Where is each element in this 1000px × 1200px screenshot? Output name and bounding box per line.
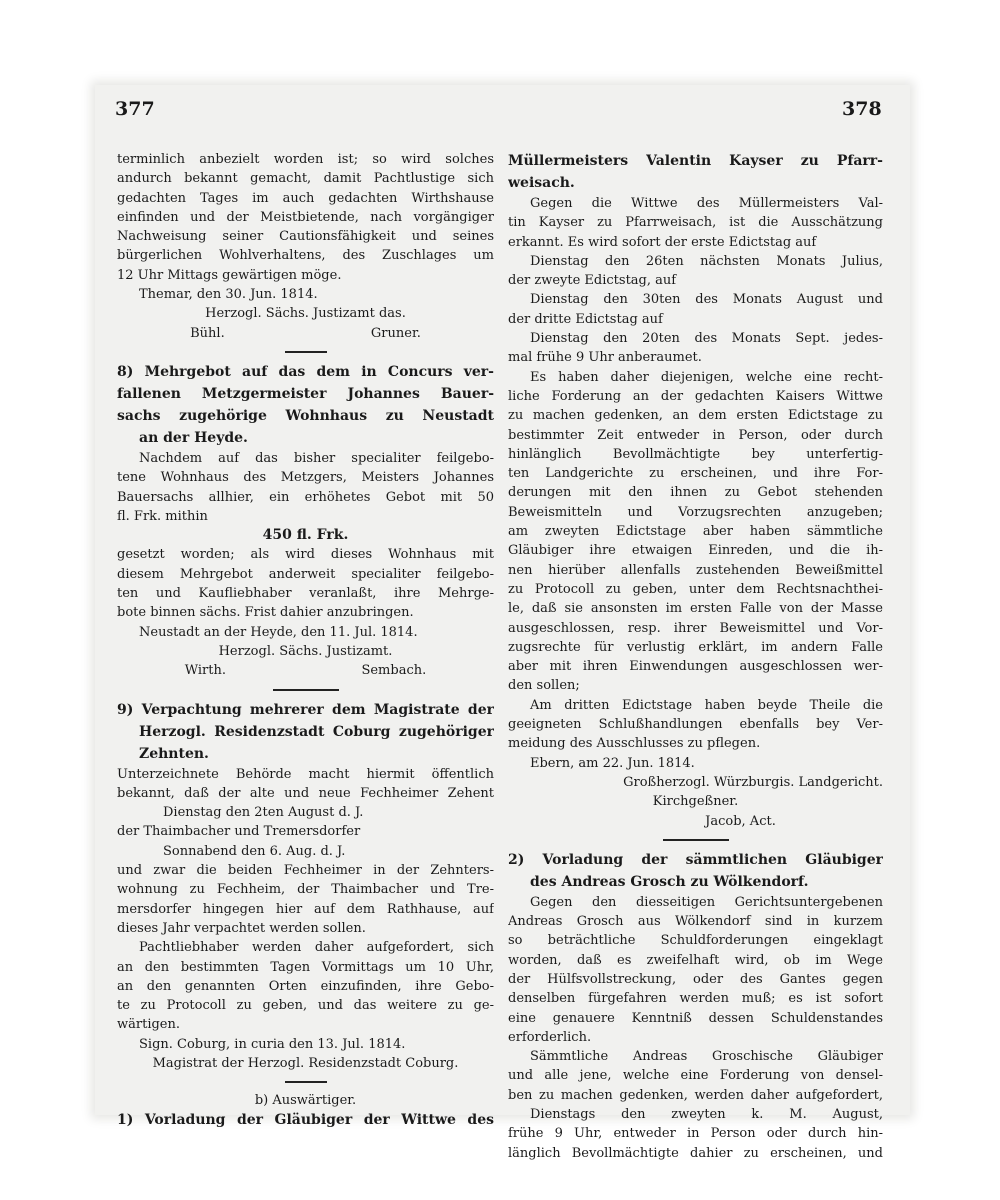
text-line: hinlänglich Bevollmächtigte bey unterfertig-	[508, 446, 883, 462]
heading-line: 8) Mehrgebot auf das dem in Concurs ver-	[117, 363, 494, 380]
section-divider	[663, 839, 729, 841]
text-line: zugsrechte für verlustig erklärt, im andern Falle	[508, 639, 883, 655]
text-line: Gegen die Wittwe des Müllermeisters Val-	[530, 196, 883, 211]
text-line: aber mit ihren Einwendungen ausgeschlossen wer-	[508, 659, 883, 675]
text-line: wärtigen.	[117, 1017, 180, 1033]
section-8-heading	[117, 361, 494, 449]
text-line: ten Landgerichte zu erscheinen, und ihre For-	[508, 466, 883, 482]
text-line: Gläubiger ihre etwaigen Einreden, und die ih-	[508, 543, 883, 559]
text-line: bote binnen sächs. Frist dahier anzubringen.	[117, 605, 414, 621]
section-divider	[273, 689, 339, 691]
section-1-heading: 1) Vorladung der Gläubiger der Wittwe des	[117, 1111, 494, 1128]
text-line: te zu Protocoll zu geben, und das weitere zu ge-	[117, 998, 494, 1014]
text-line: an den genannten Orten einzufinden, ihre Gebo-	[117, 978, 494, 994]
section-2-body-cont	[508, 1047, 883, 1105]
text-line: bürgerlichen Wohlverhaltens, des Zuschlages um	[117, 248, 494, 264]
text-line: gedachten Tages im auch gedachten Wirthshause	[117, 190, 494, 206]
text-line: der dritte Edictstag auf	[508, 311, 663, 327]
subsection-label: b) Auswärtiger.	[254, 1093, 357, 1109]
heading-line: Zehnten.	[139, 745, 209, 762]
text-line: frühe 9 Uhr, entweder in Person oder durch hin-	[508, 1126, 883, 1142]
continued-body	[508, 194, 883, 252]
text-line: der Hülfsvollstreckung, oder des Gantes gegen	[508, 971, 883, 987]
text-line: am zweyten Edictstage aber haben sämmtliche	[508, 524, 883, 540]
text-line: bekannt, daß der alte und neue Fechheimer Zehent	[117, 785, 494, 801]
continued-body	[508, 368, 883, 696]
text-line: erforderlich.	[508, 1029, 592, 1045]
issuing-office: Magistrat der Herzogl. Residenzstadt Coburg.	[152, 1055, 459, 1071]
text-line: wohnung zu Fechheim, der Thaimbacher und Tre-	[117, 882, 494, 898]
text-line: erkannt. Es wird sofort der erste Edictstag auf	[508, 234, 817, 250]
text-line: und alle jene, welche eine Forderung von densel-	[508, 1068, 883, 1084]
text-line: Pachtliebhaber werden daher aufgefordert, sich	[139, 940, 494, 956]
continued-body	[508, 329, 883, 368]
heading-line: 2) Vorladung der sämmtlichen Gläubiger	[508, 851, 883, 868]
intro-paragraph	[117, 150, 494, 285]
heading-line: des Andreas Grosch zu Wölkendorf.	[530, 873, 809, 890]
heading-line: fallenen Metzgermeister Johannes Bauer-	[117, 385, 494, 402]
text-line: zu Protocoll zu geben, unter dem Rechtsnachthei-	[508, 581, 883, 597]
text-line: Sämmtliche Andreas Groschische Gläubiger	[530, 1049, 883, 1065]
text-line: fl. Frk. mithin	[117, 508, 208, 524]
text-line: Gegen den diesseitigen Gerichtsuntergebenen	[530, 894, 883, 910]
amount: 450 fl. Frk.	[262, 527, 349, 544]
text-line: derungen mit den ihnen zu Gebot stehenden	[508, 485, 883, 501]
text-line: Unterzeichnete Behörde macht hiermit öffentlich	[117, 766, 494, 782]
right-column	[508, 150, 883, 1163]
section-9-body-cont	[117, 861, 494, 938]
place-date: Ebern, am 22. Jun. 1814.	[530, 755, 695, 771]
signature-name: Kirchgeßner.	[652, 794, 739, 810]
text-line: Dienstag den 26ten nächsten Monats Julius,	[530, 253, 883, 269]
place-date: Themar, den 30. Jun. 1814.	[139, 287, 318, 303]
section-2-body	[508, 893, 883, 1047]
text-line: der Thaimbacher und Tremersdorfer	[117, 824, 361, 840]
place-date: Neustadt an der Heyde, den 11. Jul. 1814.	[139, 624, 418, 640]
heading-line: 9) Verpachtung mehrerer dem Magistrate der	[117, 701, 494, 718]
text-line: ten und Kaufliebhaber veranlaßt, ihre Mehrge-	[117, 586, 494, 602]
heading-line: weisach.	[508, 175, 575, 191]
text-line: le, daß sie ansonsten im ersten Falle von der Masse	[508, 601, 883, 617]
text-line: Nachdem auf das bisher specialiter feilgebo-	[139, 450, 494, 466]
heading-line: an der Heyde.	[139, 429, 248, 446]
text-line: Am dritten Edictstage haben beyde Theile die	[530, 697, 883, 713]
text-line: länglich Bevollmächtigte dahier zu erscheinen, und	[508, 1145, 883, 1161]
text-line: liche Forderung an der gedachten Kaisers Wittwe	[508, 388, 883, 404]
text-line: ben zu machen gedenken, werden daher aufgefordert,	[508, 1087, 883, 1103]
text-line: an den bestimmten Tagen Vormittags um 10 Uhr,	[117, 959, 494, 975]
signature-name: Sembach.	[361, 663, 427, 679]
date-line: Sonnabend den 6. Aug. d. J.	[163, 843, 346, 859]
text-line: Dienstag den 30ten des Monats August und	[530, 292, 883, 308]
text-line: nen hierüber allenfalls zustehenden Beweißmittel	[508, 562, 883, 578]
section-2-body-cont	[508, 1105, 883, 1163]
section-9-heading	[117, 699, 494, 765]
left-column	[117, 150, 494, 1130]
text-line: Dienstag den 20ten des Monats Sept. jedes-	[530, 331, 883, 347]
section-9-body	[117, 765, 494, 804]
text-line: Bauersachs allhier, ein erhöhetes Gebot mit 50	[117, 489, 494, 505]
issuing-office: Großherzogl. Würzburgis. Landgericht.	[623, 774, 883, 790]
place-date: Sign. Coburg, in curia den 13. Jul. 1814.	[139, 1036, 406, 1052]
text-line: Beweismitteln und Vorzugsrechten anzugeben;	[508, 504, 883, 520]
text-line: Andreas Grosch aus Wölkendorf sind in kurzem	[508, 914, 883, 930]
heading-line: sachs zugehörige Wohnhaus zu Neustadt	[117, 407, 494, 424]
signatures	[117, 661, 494, 680]
date-line: Dienstag den 2ten August d. J.	[163, 805, 364, 821]
issuing-office: Herzogl. Sächs. Justizamt das.	[205, 306, 406, 322]
text-line: gesetzt worden; als wird dieses Wohnhaus mit	[117, 547, 494, 563]
text-line: dieses Jahr verpachtet werden sollen.	[117, 920, 366, 936]
continued-body	[508, 290, 883, 329]
text-line: 12 Uhr Mittags gewärtigen möge.	[117, 267, 342, 283]
signature-name: Wirth.	[184, 663, 226, 679]
text-line: tin Kayser zu Pfarrweisach, ist die Ausschätzung	[508, 215, 883, 231]
page-number-left: 377	[115, 98, 155, 120]
section-divider	[285, 351, 327, 353]
text-line: geeigneten Schlußhandlungen ebenfalls bey Ver-	[508, 717, 883, 733]
text-line: Dienstags den zweyten k. M. August,	[530, 1107, 883, 1123]
section-8-body	[117, 449, 494, 526]
section-2-heading	[508, 849, 883, 893]
signature-name: Gruner.	[370, 325, 421, 341]
text-line: der zweyte Edictstag, auf	[508, 273, 677, 289]
text-line: den sollen;	[508, 678, 580, 694]
text-line: andurch bekannt gemacht, damit Pachtlustige sich	[117, 171, 494, 187]
text-line: tene Wohnhaus des Metzgers, Meisters Johannes	[117, 470, 494, 486]
signatures	[117, 324, 494, 343]
text-line: Es haben daher diejenigen, welche eine recht-	[530, 369, 883, 385]
text-line: bestimmter Zeit entweder in Person, oder durch	[508, 427, 883, 443]
continued-body	[508, 696, 883, 754]
continued-body	[508, 252, 883, 291]
text-line: meidung des Ausschlusses zu pflegen.	[508, 736, 761, 752]
text-line: diesem Mehrgebot anderweit specialiter feilgebo-	[117, 566, 494, 582]
text-line: mal frühe 9 Uhr anberaumet.	[508, 350, 702, 366]
signature-name: Jacob, Act.	[705, 813, 776, 829]
text-line: eine genauere Kenntniß dessen Schuldenstandes	[508, 1010, 883, 1026]
text-line: ausgeschlossen, resp. ihrer Beweismittel und Vor-	[508, 620, 883, 636]
section-8-body-cont	[117, 545, 494, 622]
heading-line: Herzogl. Residenzstadt Coburg zugehöriger	[139, 723, 494, 740]
continued-heading	[508, 150, 883, 194]
text-line: worden, daß es zweifelhaft wird, ob im Wege	[508, 952, 883, 968]
section-divider	[285, 1081, 327, 1083]
text-line: mersdorfer hingegen hier auf dem Rathhause, auf	[117, 901, 494, 917]
signature-name: Bühl.	[190, 325, 225, 341]
text-line: zu machen gedenken, an dem ersten Edictstage zu	[508, 408, 883, 424]
heading-line: Müllermeisters Valentin Kayser zu Pfarr-	[508, 153, 883, 169]
text-line: terminlich anbezielt worden ist; so wird solches	[117, 152, 494, 167]
page-number-right: 378	[842, 98, 882, 120]
text-line: denselben fürgefahren werden muß; es ist sofort	[508, 991, 883, 1007]
text-line: so beträchtliche Schuldforderungen eingeklagt	[508, 933, 883, 949]
text-line: einfinden und der Meistbietende, nach vorgängiger	[117, 209, 494, 225]
section-9-body-cont	[117, 938, 494, 1034]
issuing-office: Herzogl. Sächs. Justizamt.	[218, 643, 393, 659]
text-line: und zwar die beiden Fechheimer in der Zehnters-	[117, 863, 494, 879]
text-line: Nachweisung seiner Cautionsfähigkeit und seines	[117, 229, 494, 245]
